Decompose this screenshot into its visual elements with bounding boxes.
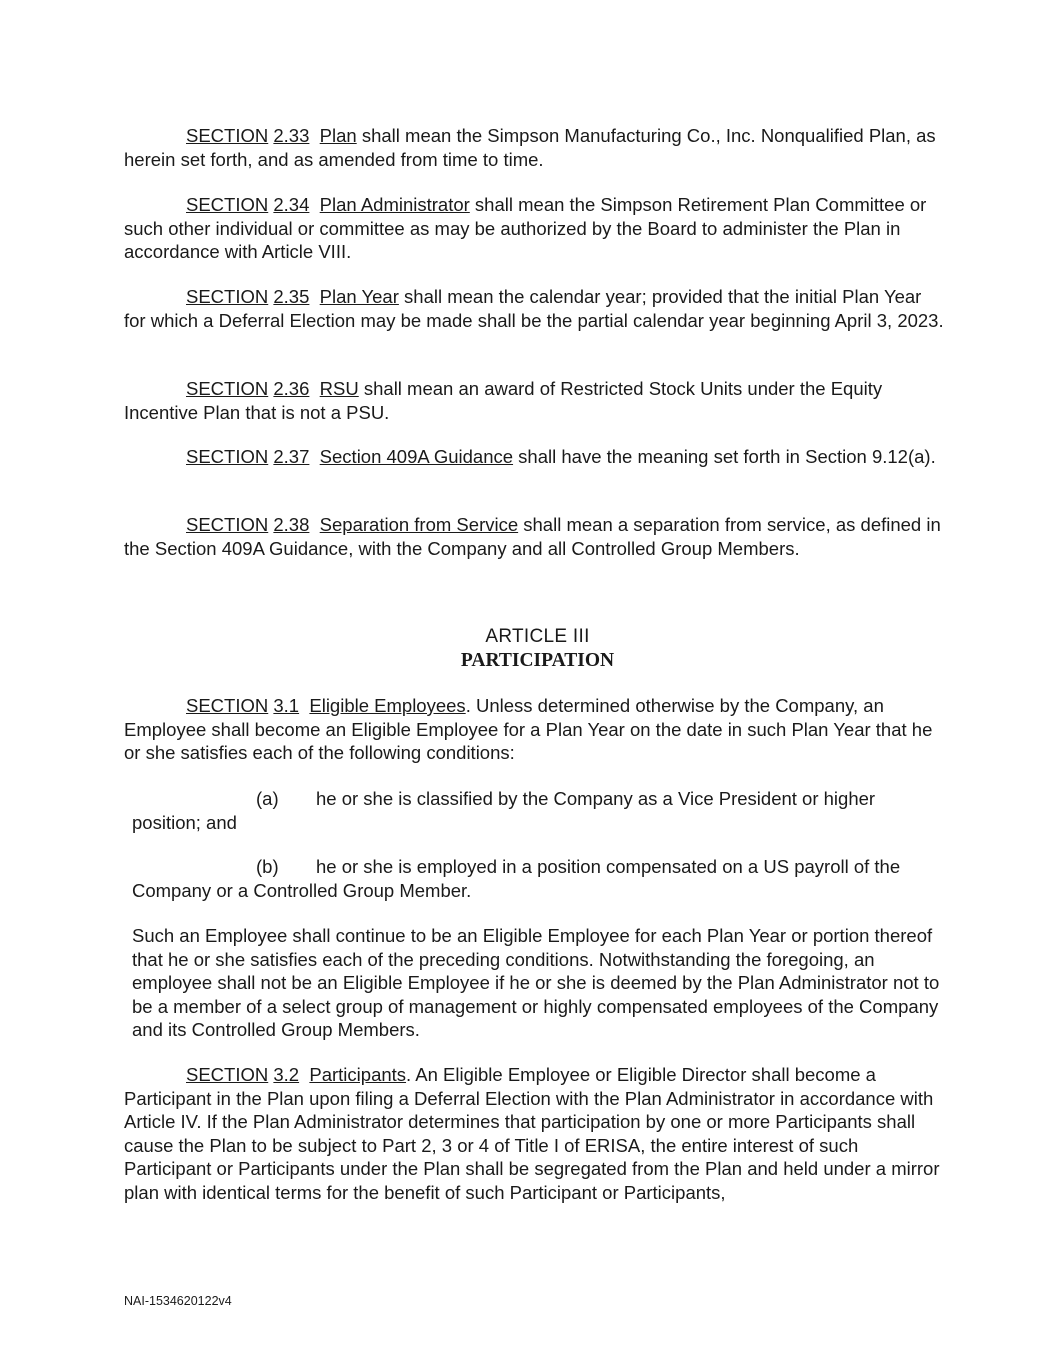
section-3-2 [124, 1063, 944, 1205]
section-body: shall have the meaning set forth in Section 9.12(a). [513, 446, 936, 467]
condition-a [132, 787, 932, 834]
section-2-35 [124, 285, 944, 332]
section-2-37 [124, 445, 944, 469]
section-label: SECTION [186, 1064, 269, 1085]
section-number: 2.36 [273, 378, 310, 399]
section-body: shall mean the calendar year; provided that the initial Plan Year for which a Deferral Election may be made shall be the partial calendar year beginning April 3, 2023. [124, 286, 944, 331]
section-body: shall mean the Simpson Retirement Plan Committee or such other individual or committee as may be authorized by the Board to administer the Plan in accordance with Article VIII. [124, 194, 927, 263]
section-label: SECTION [186, 446, 269, 467]
section-body: shall mean an award of Restricted Stock Units under the Equity Incentive Plan that is not a PSU. [124, 378, 883, 423]
condition-label: (a) [256, 788, 279, 809]
section-2-38 [124, 513, 944, 560]
defined-term: Separation from Service [319, 514, 519, 535]
condition-label: (b) [256, 856, 279, 877]
defined-term: Plan [319, 125, 357, 146]
section-number: 3.2 [273, 1064, 300, 1085]
section-2-36 [124, 377, 944, 424]
section-number: 2.38 [273, 514, 310, 535]
section-number: 2.34 [273, 194, 310, 215]
defined-term: Plan Administrator [319, 194, 470, 215]
section-label: SECTION [186, 378, 269, 399]
condition-b [132, 855, 932, 902]
section-number: 2.35 [273, 286, 310, 307]
article-number: ARTICLE III [485, 626, 590, 647]
condition-text: he or she is employed in a position compensated on a US payroll of the [316, 856, 901, 877]
defined-term: Section 409A Guidance [319, 446, 514, 467]
defined-term: RSU [319, 378, 359, 399]
article-title: PARTICIPATION [460, 650, 615, 671]
section-body: . An Eligible Employee or Eligible Director shall become a Participant in the Plan upon filing a Deferral Election with the Plan Administrator in accordance with Article IV. If the Plan Administrator determines that participation by one or more Participants shall cause the Plan to be subject to Part 2, 3 or 4 of Title I of ERISA, the entire interest of such Participant or Participants under the Plan shall be segregated from the Plan and held under a mirror plan with identical terms for the benefit of such Participant or Participants, [124, 1064, 940, 1203]
defined-term: Participants [309, 1064, 407, 1085]
section-label: SECTION [186, 514, 269, 535]
condition-text: he or she is classified by the Company as a Vice President or higher [316, 788, 876, 809]
section-3-1 [124, 694, 944, 765]
document-id-footer: NAI-1534620122v4 [124, 1294, 232, 1308]
condition-continuation: position; and [132, 811, 237, 833]
section-body: . Unless determined otherwise by the Company, an Employee shall become an Eligible Employee for a Plan Year on the date in such Plan Year that he or she satisfies each of the following conditions: [124, 695, 933, 764]
section-2-34 [124, 193, 944, 264]
section-number: 2.33 [273, 125, 310, 146]
eligibility-continuation: Such an Employee shall continue to be an Eligible Employee for each Plan Year or portion thereof that he or she satisfies each of the preceding conditions. Notwithstanding the foregoing, an employee shall not be an Eligible Employee if he or she is deemed by the Plan Administrator not to be a member of a select group of management or highly compensated employees of the Company and its Controlled Group Members. [132, 925, 940, 1041]
section-number: 3.1 [273, 695, 300, 716]
section-body: shall mean a separation from service, as defined in the Section 409A Guidance, with the Company and all Controlled Group Members. [124, 514, 941, 559]
condition-continuation: Company or a Controlled Group Member. [132, 879, 472, 901]
section-label: SECTION [186, 286, 269, 307]
section-number: 2.37 [273, 446, 310, 467]
section-body: shall mean the Simpson Manufacturing Co., Inc. Nonqualified Plan, as herein set forth, and as amended from time to time. [124, 125, 936, 170]
defined-term: Eligible Employees [309, 695, 466, 716]
section-2-33 [124, 124, 944, 171]
section-label: SECTION [186, 695, 269, 716]
defined-term: Plan Year [319, 286, 399, 307]
section-label: SECTION [186, 194, 269, 215]
section-label: SECTION [186, 125, 269, 146]
